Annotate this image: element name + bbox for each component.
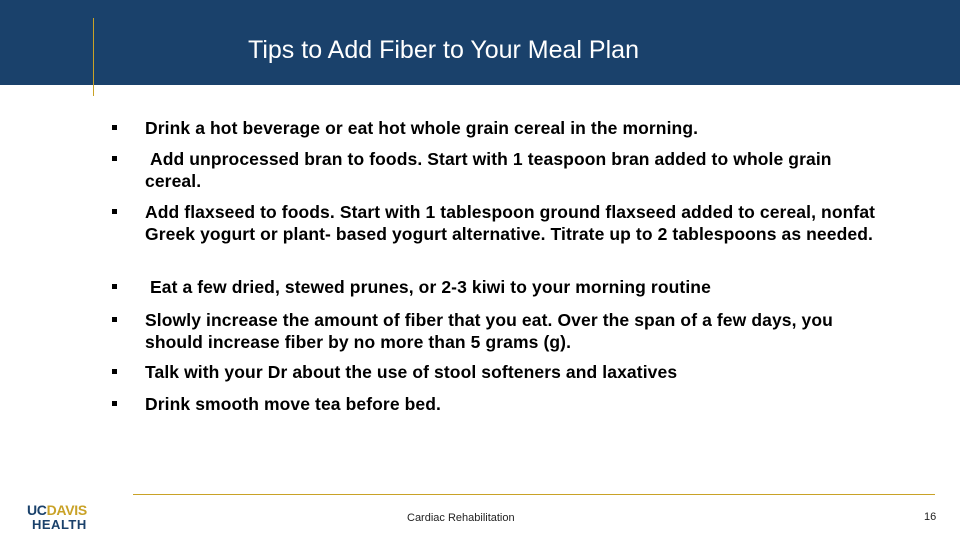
ucdavis-health-logo <box>27 502 107 534</box>
bullet-text: Slowly increase the amount of fiber that you eat. Over the span of a few days, you should increase fiber by no more than 5 grams (g). <box>145 310 833 352</box>
footer-department: Cardiac Rehabilitation <box>407 512 515 524</box>
bullet-marker <box>112 284 117 289</box>
bullet-text: Talk with your Dr about the use of stool softeners and laxatives <box>145 362 678 382</box>
slide-title: Tips to Add Fiber to Your Meal Plan <box>248 36 639 64</box>
logo-health: HEALTH <box>32 517 87 532</box>
bullet-text: Drink smooth move tea before bed. <box>145 394 441 414</box>
bullet-text: Eat a few dried, stewed prunes, or 2-3 kiwi to your morning routine <box>145 277 711 297</box>
bullet-text: Drink a hot beverage or eat hot whole grain cereal in the morning. <box>145 118 699 138</box>
logo-wordmark-top <box>27 502 87 518</box>
logo-uc: UC <box>27 502 47 518</box>
page-number: 16 <box>924 511 937 523</box>
bullet-text: Add flaxseed to foods. Start with 1 tablespoon ground flaxseed added to cereal, nonfat Greek yogurt or plant- based yogurt alternative. Titrate up to 2 tablespoons as needed. <box>145 202 876 244</box>
bullet-marker <box>112 156 117 161</box>
bullet-marker <box>112 125 117 130</box>
bullet-marker <box>112 401 117 406</box>
logo-davis: DAVIS <box>46 502 87 518</box>
bullet-text: Add unprocessed bran to foods. Start with 1 teaspoon bran added to whole grain cereal. <box>145 149 837 191</box>
bullet-marker <box>112 317 117 322</box>
bullet-marker <box>112 369 117 374</box>
bullet-marker <box>112 209 117 214</box>
footer-divider <box>133 494 935 495</box>
